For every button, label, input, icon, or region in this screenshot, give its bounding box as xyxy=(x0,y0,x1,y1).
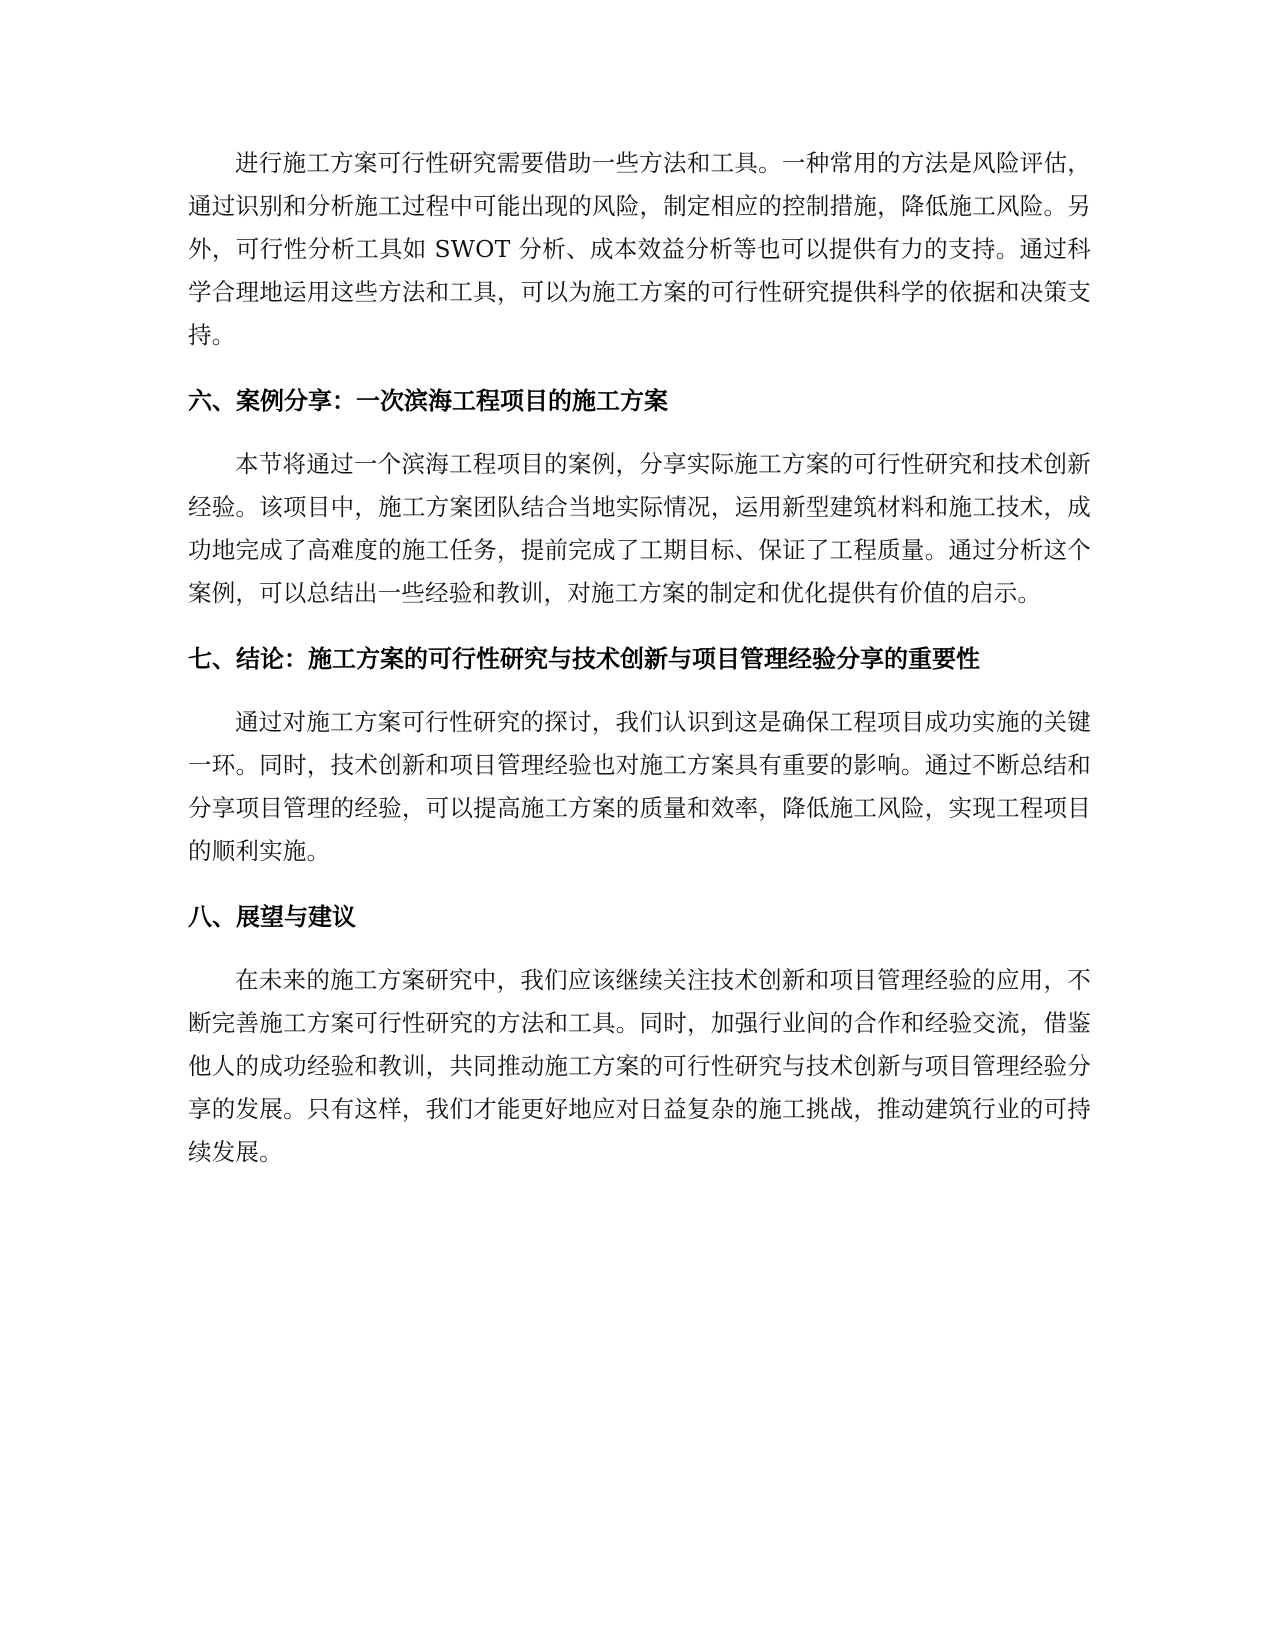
document-body xyxy=(188,142,1091,1174)
section-7-heading: 七、结论：施工方案的可行性研究与技术创新与项目管理经验分享的重要性 xyxy=(188,645,980,673)
section-8-heading: 八、展望与建议 xyxy=(188,903,356,931)
section-8-paragraph: 在未来的施工方案研究中，我们应该继续关注技术创新和项目管理经验的应用，不断完善施工方案可行性研究的方法和工具。同时，加强行业间的合作和经验交流，借鉴他人的成功经验和教训，共同推动施工方案的可行性研究与技术创新与项目管理经验分享的发展。只有这样，我们才能更好地应对日益复杂的施工挑战，推动建筑行业的可持续发展。 xyxy=(188,966,1091,1166)
section-6-paragraph: 本节将通过一个滨海工程项目的案例，分享实际施工方案的可行性研究和技术创新经验。该项目中，施工方案团队结合当地实际情况，运用新型建筑材料和施工技术，成功地完成了高难度的施工任务，提前完成了工期目标、保证了工程质量。通过分析这个案例，可以总结出一些经验和教训，对施工方案的制定和优化提供有价值的启示。 xyxy=(188,450,1091,607)
section-6-heading: 六、案例分享：一次滨海工程项目的施工方案 xyxy=(188,387,668,415)
intro-paragraph: 进行施工方案可行性研究需要借助一些方法和工具。一种常用的方法是风险评估，通过识别和分析施工过程中可能出现的风险，制定相应的控制措施，降低施工风险。另外，可行性分析工具如 SWOT 分析、成本效益分析等也可以提供有力的支持。通过科学合理地运用这些方法和工具，可以为施工方案的可行性研究提供科学的依据和决策支持。 xyxy=(188,149,1091,349)
section-7-paragraph: 通过对施工方案可行性研究的探讨，我们认识到这是确保工程项目成功实施的关键一环。同时，技术创新和项目管理经验也对施工方案具有重要的影响。通过不断总结和分享项目管理的经验，可以提高施工方案的质量和效率，降低施工风险，实现工程项目的顺利实施。 xyxy=(188,708,1091,865)
